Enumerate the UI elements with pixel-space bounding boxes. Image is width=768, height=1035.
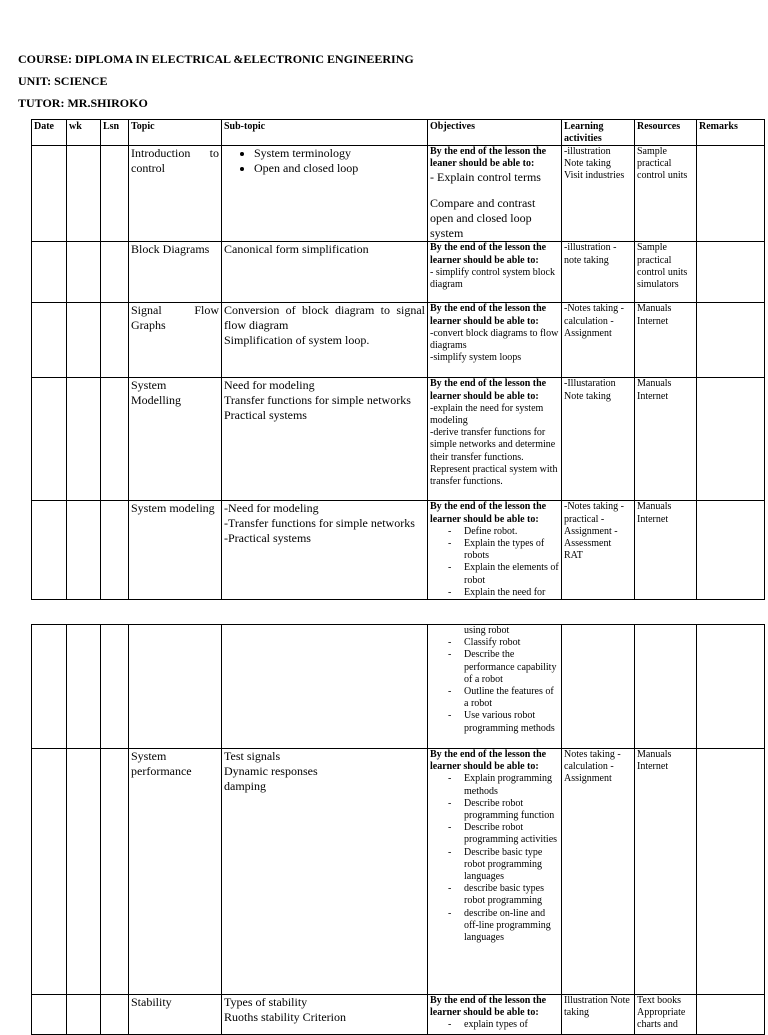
topic-text: System modeling (131, 501, 215, 516)
list-item: - Describe basic type robot programming languages (464, 847, 559, 884)
subtopic-text: Ruoths stability Criterion (224, 1010, 346, 1024)
unit-title: UNIT: SCIENCE (18, 74, 108, 88)
subtopic-text: Practical systems (224, 408, 307, 423)
wk-cell (67, 995, 101, 1035)
topic-text: Stability (131, 995, 172, 1009)
list-item: - explain types of (464, 1019, 559, 1031)
subtopic-text: Canonical form simplification (224, 242, 369, 257)
resources-cell: Sample practical control units (635, 146, 697, 242)
topic-cell (129, 378, 222, 501)
subtopic-text: Conversion of block diagram to signal flow diagram (224, 303, 425, 333)
topic-cell (129, 995, 222, 1035)
resources-cell: Sample practical control units simulators (635, 242, 697, 303)
col-resources: Resources (635, 120, 697, 146)
wk-cell (67, 501, 101, 600)
date-cell (32, 242, 67, 303)
wk-cell (67, 146, 101, 242)
activities-cell (562, 625, 635, 749)
date-cell (32, 625, 67, 749)
objectives-cell (428, 501, 562, 600)
lsn-cell (101, 146, 129, 242)
activities-cell: Notes taking -calculation -Assignment (562, 749, 635, 995)
list-item: - Describe robot programming function (464, 798, 559, 822)
objectives-cell (428, 995, 562, 1035)
topic-text: Signal Flow Graphs (131, 303, 219, 333)
wk-cell (67, 378, 101, 501)
table-row (32, 501, 765, 600)
subtopic-cell (222, 749, 428, 995)
list-item: - Explain the types of robots (464, 538, 559, 562)
col-date: Date (32, 120, 67, 146)
remarks-cell (697, 303, 765, 378)
date-cell (32, 749, 67, 995)
objective-intro: By the end of the lesson the learner should be able to: (430, 501, 547, 525)
activities-cell: -Notes taking -practical -Assignment -Assessment RAT (562, 501, 635, 600)
objective-intro: By the end of the lesson the learner should be able to: (430, 995, 547, 1019)
topic-cell (129, 749, 222, 995)
date-cell (32, 378, 67, 501)
subtopic-text: Types of stability (224, 995, 308, 1009)
activities-cell: -Illustaration Note taking (562, 378, 635, 501)
wk-cell (67, 303, 101, 378)
objective-line: - Explain control terms (430, 170, 541, 185)
subtopic-text: Transfer functions for simple networks (224, 393, 411, 408)
subtopic-cell (222, 146, 428, 242)
list-item: - Use various robot programming methods (464, 710, 559, 734)
list-item: - Explain programming methods (464, 773, 559, 797)
lsn-cell (101, 625, 129, 749)
subtopic-cell (222, 625, 428, 749)
objective-line: -explain the need for system modeling (430, 402, 544, 427)
objective-line: -derive transfer functions for simple networks and determine their transfer functions. Represent practical system with transfer functions. (430, 427, 558, 488)
col-subtopic: Sub-topic (222, 120, 428, 146)
list-item: - Outline the features of a robot (464, 686, 559, 710)
tutor-name: TUTOR: MR.SHIROKO (18, 96, 148, 110)
list-item: - Describe the performance capability of a robot (464, 649, 559, 686)
remarks-cell (697, 625, 765, 749)
objective-line: using robot (464, 625, 510, 636)
subtopic-cell (222, 242, 428, 303)
remarks-cell (697, 501, 765, 600)
resources-cell: Manuals Internet (635, 378, 697, 501)
objectives-cell (428, 242, 562, 303)
subtopic-text: Simplification of system loop. (224, 333, 370, 348)
objective-line: -convert block diagrams to flow diagrams (430, 327, 559, 352)
objectives-cell (428, 625, 562, 749)
wk-cell (67, 749, 101, 995)
table-row (32, 303, 765, 378)
objectives-cell (428, 146, 562, 242)
activities-cell: -illustration -note taking (562, 242, 635, 303)
remarks-cell (697, 995, 765, 1035)
topic-text: System Modelling (131, 378, 181, 408)
lsn-cell (101, 303, 129, 378)
subtopic-cell (222, 378, 428, 501)
topic-text: Introduction to control (131, 146, 219, 175)
scheme-table-page2 (31, 624, 765, 1035)
list-item: • Open and closed loop (254, 161, 425, 176)
resources-cell (635, 625, 697, 749)
list-item: - describe basic types robot programming (464, 883, 559, 907)
remarks-cell (697, 378, 765, 501)
table-row (32, 146, 765, 242)
topic-cell (129, 501, 222, 600)
date-cell (32, 303, 67, 378)
objective-line: -simplify system loops (430, 352, 522, 364)
objective-intro: By the end of the lesson the learner should be able to: (430, 378, 547, 402)
topic-cell (129, 242, 222, 303)
date-cell (32, 501, 67, 600)
remarks-cell (697, 242, 765, 303)
list-item: - describe on-line and off-line programming languages (464, 908, 559, 945)
objective-list (430, 526, 559, 599)
subtopic-cell (222, 995, 428, 1035)
objective-list (430, 773, 559, 944)
wk-cell (67, 242, 101, 303)
lsn-cell (101, 501, 129, 600)
objectives-cell (428, 749, 562, 995)
lsn-cell (101, 995, 129, 1035)
topic-text: Block Diagrams (131, 242, 210, 257)
table-row (32, 995, 765, 1035)
subtopic-list (224, 146, 425, 176)
date-cell (32, 146, 67, 242)
subtopic-text: Dynamic responses (224, 764, 318, 778)
scheme-table-page1 (31, 119, 765, 600)
objectives-cell (428, 378, 562, 501)
objective-list (430, 1019, 559, 1031)
activities-cell: -illustration Note taking Visit industries (562, 146, 635, 242)
subtopic-text: -Need for modeling (224, 501, 319, 516)
table-row (32, 242, 765, 303)
list-item: - Describe robot programming activities (464, 822, 559, 846)
lsn-cell (101, 378, 129, 501)
resources-cell: Manuals Internet (635, 501, 697, 600)
col-objectives: Objectives (428, 120, 562, 146)
course-title: COURSE: DIPLOMA IN ELECTRICAL &ELECTRONIC ENGINEERING (18, 52, 414, 66)
objective-intro: By the end of the lesson the learner should be able to: (430, 303, 547, 327)
subtopic-text: damping (224, 779, 266, 793)
table-row (32, 625, 765, 749)
subtopic-text: -Practical systems (224, 531, 311, 546)
list-item: - Explain the elements of robot (464, 562, 559, 586)
topic-cell (129, 303, 222, 378)
resources-cell: Manuals Internet (635, 749, 697, 995)
wk-cell (67, 625, 101, 749)
objective-intro: By the end of the lesson the learner should be able to: (430, 242, 547, 266)
subtopic-cell (222, 501, 428, 600)
objective-line: Compare and contrast open and closed loop system (430, 196, 536, 241)
lsn-cell (101, 242, 129, 303)
list-item: - Classify robot (464, 637, 559, 649)
col-lsn: Lsn (101, 120, 129, 146)
remarks-cell (697, 146, 765, 242)
objective-intro: By the end of the lesson the learner should be able to: (430, 749, 547, 773)
objectives-cell (428, 303, 562, 378)
subtopic-cell (222, 303, 428, 378)
col-wk: wk (67, 120, 101, 146)
subtopic-text: -Transfer functions for simple networks (224, 516, 415, 531)
col-topic: Topic (129, 120, 222, 146)
topic-cell (129, 146, 222, 242)
subtopic-text: Test signals (224, 749, 281, 763)
header-row (32, 120, 765, 146)
remarks-cell (697, 749, 765, 995)
col-activities: Learning activities (562, 120, 635, 146)
objective-list (430, 637, 559, 735)
topic-text: System performance (131, 749, 192, 778)
resources-cell: Manuals Internet (635, 303, 697, 378)
list-item: - Explain the need for (464, 587, 559, 599)
activities-cell: -Notes taking -calculation -Assignment (562, 303, 635, 378)
list-item: • System terminology (254, 146, 425, 161)
topic-cell (129, 625, 222, 749)
lsn-cell (101, 749, 129, 995)
date-cell (32, 995, 67, 1035)
col-remarks: Remarks (697, 120, 765, 146)
objective-line: - simplify control system block diagram (430, 266, 555, 291)
resources-cell: Text books Appropriate charts and (635, 995, 697, 1035)
table-row (32, 378, 765, 501)
objective-intro: By the end of the lesson the leaner should be able to: (430, 146, 547, 170)
list-item: - Define robot. (464, 526, 559, 538)
subtopic-text: Need for modeling (224, 378, 315, 393)
table-row (32, 749, 765, 995)
activities-cell: Illustration Note taking (562, 995, 635, 1035)
